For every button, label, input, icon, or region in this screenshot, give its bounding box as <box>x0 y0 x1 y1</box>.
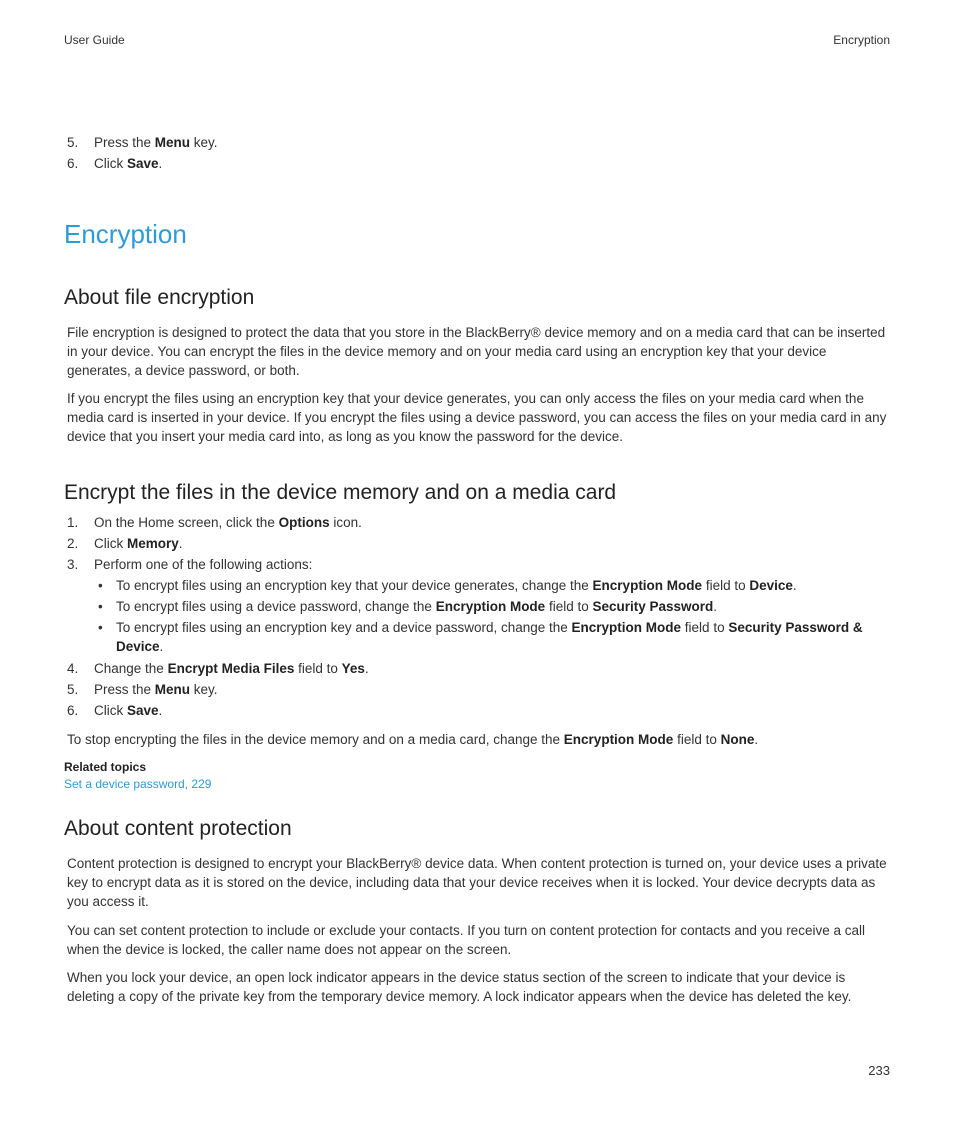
paragraph: You can set content protection to include or exclude your contacts. If you turn on content protection for contacts and you receive a call when the device is locked, the caller name does not appear on the screen. <box>67 923 865 957</box>
list-item: 5. Press the Menu key. <box>67 135 218 150</box>
bullet-icon: • <box>98 578 103 593</box>
page-number: 233 <box>868 1063 890 1078</box>
paragraph: File encryption is designed to protect the data that you store in the BlackBerry® device memory and on a media card that can be inserted in your device. You can encrypt the files in the device memory and on your media card using an encryption key that your device generates, a device password, or both. <box>67 325 886 378</box>
encrypt-steps-list <box>64 512 894 721</box>
bullet-item: • To encrypt files using a device password, change the Encryption Mode field to Security Password. <box>98 599 718 614</box>
action-bullet-list <box>94 576 894 656</box>
running-header-right: Encryption <box>833 33 890 47</box>
paragraph: When you lock your device, an open lock indicator appears in the device status section of the screen to indicate that your device is deleting a copy of the private key from the temporary device memory. A lock indicator appears when the device has deleted the key. <box>67 970 852 1004</box>
bullet-icon: • <box>98 599 103 614</box>
list-item: 1. On the Home screen, click the Options icon. <box>67 515 362 530</box>
paragraph: Content protection is designed to encrypt your BlackBerry® device data. When content protection is turned on, your device uses a private key to encrypt data as it is stored on the device, including data that your device receives when it is locked. Your device decrypts data as you access it. <box>67 856 887 909</box>
section-heading-encrypt-files: Encrypt the files in the device memory and on a media card <box>64 481 617 504</box>
stop-encryption-note: To stop encrypting the files in the device memory and on a media card, change the Encryption Mode field to None. <box>67 732 759 747</box>
bullet-icon: • <box>98 620 103 635</box>
running-header-left: User Guide <box>64 33 125 47</box>
continued-steps-list <box>64 132 894 174</box>
section-heading-file-encryption: About file encryption <box>64 286 255 309</box>
bullet-item: • To encrypt files using an encryption key and a device password, change the Encryption Mode field to Security Password & Device. <box>98 620 863 654</box>
list-item: 2. Click Memory. <box>67 536 183 551</box>
section-heading-content-protection: About content protection <box>64 817 292 840</box>
list-item: 4. Change the Encrypt Media Files field to Yes. <box>67 661 369 676</box>
related-topic-link[interactable]: Set a device password, 229 <box>64 777 212 791</box>
page-title: Encryption <box>64 219 187 249</box>
list-item: 3. Perform one of the following actions: • To encrypt files using an encryption key that your device generates, change the Encryption Mode field to Device. • To encrypt files using a device password, change the Encryption Mode field to Security Password. • To encrypt files using an encryption key and a device password, change the Encryption Mode field to Security Password & Device. <box>64 554 894 656</box>
related-topics-label: Related topics <box>64 760 147 774</box>
bullet-item: • To encrypt files using an encryption key that your device generates, change the Encryption Mode field to Device. <box>98 578 797 593</box>
list-item: 5. Press the Menu key. <box>67 682 218 697</box>
list-item: 6. Click Save. <box>67 156 163 171</box>
paragraph: If you encrypt the files using an encryption key that your device generates, you can only access the files on your media card when the media card is inserted in your device. If you encrypt the files using a device password, you can access the files on your media card in any device that you insert your media card into, as long as you know the password for the device. <box>67 391 887 444</box>
list-item: 6. Click Save. <box>67 703 163 718</box>
